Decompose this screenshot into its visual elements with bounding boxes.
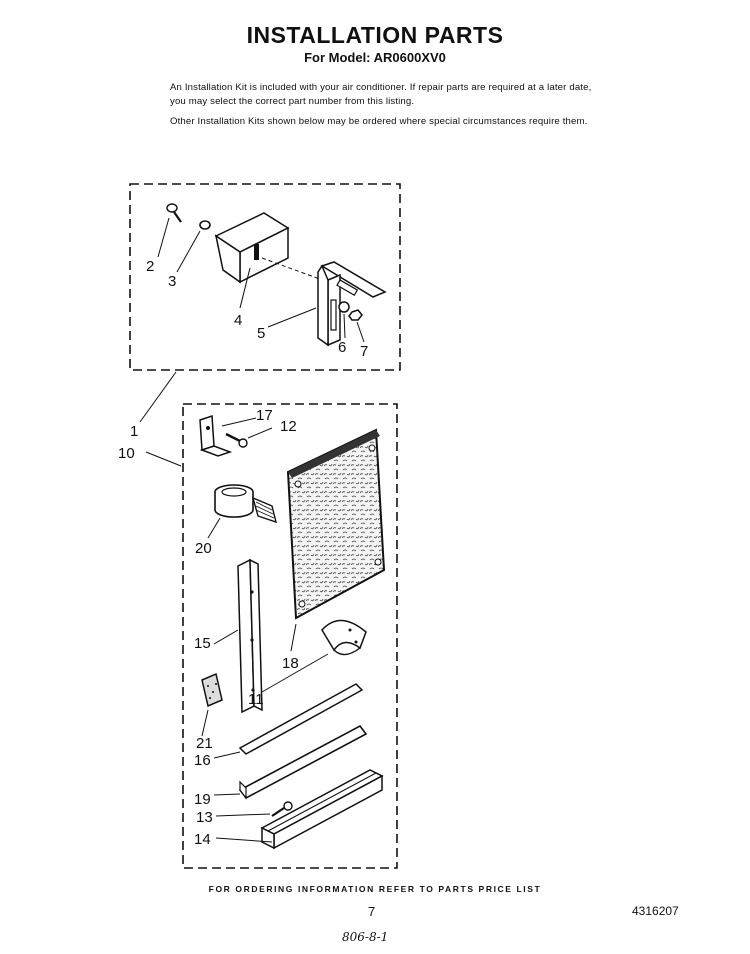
- washer-part-3: [200, 221, 210, 229]
- foam-block-part-21: [202, 674, 222, 706]
- callout-1: 1: [130, 423, 139, 440]
- callout-18: 18: [282, 655, 299, 672]
- page-title: INSTALLATION PARTS: [246, 22, 504, 48]
- callout-7: 7: [360, 343, 369, 360]
- bracket-part-5: [318, 262, 385, 345]
- washer-part-6: [339, 302, 349, 312]
- intro-paragraph-1: An Installation Kit is included with your air conditioner. If repair parts are required at a later date, you may select the correct part number from this listing.: [170, 82, 592, 107]
- callout-11: 11: [248, 691, 264, 708]
- page-number: 7: [368, 904, 376, 919]
- callout-2: 2: [146, 258, 155, 275]
- foam-panel-part-18: [288, 430, 384, 618]
- bracket-part-17: [200, 416, 230, 456]
- tape-roll-part-20: [215, 485, 276, 522]
- intro-paragraph-2: Other Installation Kits shown below may be ordered where special circumstances require them.: [170, 116, 588, 127]
- callout-12: 12: [280, 418, 297, 435]
- callout-4: 4: [234, 312, 243, 329]
- sill-channel-part-14: [262, 770, 382, 848]
- ordering-information-note: FOR ORDERING INFORMATION REFER TO PARTS PRICE LIST: [208, 884, 542, 894]
- callout-5: 5: [257, 325, 266, 342]
- callout-16: 16: [194, 752, 211, 769]
- callout-10: 10: [118, 445, 135, 462]
- cover-part-4: [216, 213, 288, 282]
- callout-21: 21: [196, 735, 213, 752]
- callout-20: 20: [195, 540, 212, 557]
- model-subtitle: For Model: AR0600XV0: [304, 50, 446, 65]
- callout-3: 3: [168, 273, 177, 290]
- callout-13: 13: [196, 809, 213, 826]
- callout-6: 6: [338, 339, 347, 356]
- callout-17: 17: [256, 407, 273, 424]
- callout-15: 15: [194, 635, 211, 652]
- document-number: 4316207: [632, 904, 679, 918]
- clip-part-11: [322, 620, 366, 654]
- callout-14: 14: [194, 831, 211, 848]
- callout-19: 19: [194, 791, 211, 808]
- angle-part-15: [238, 560, 262, 712]
- handwritten-note: 806-8-1: [342, 930, 389, 944]
- screw-part-12: [226, 434, 247, 447]
- nut-part-7: [349, 310, 362, 320]
